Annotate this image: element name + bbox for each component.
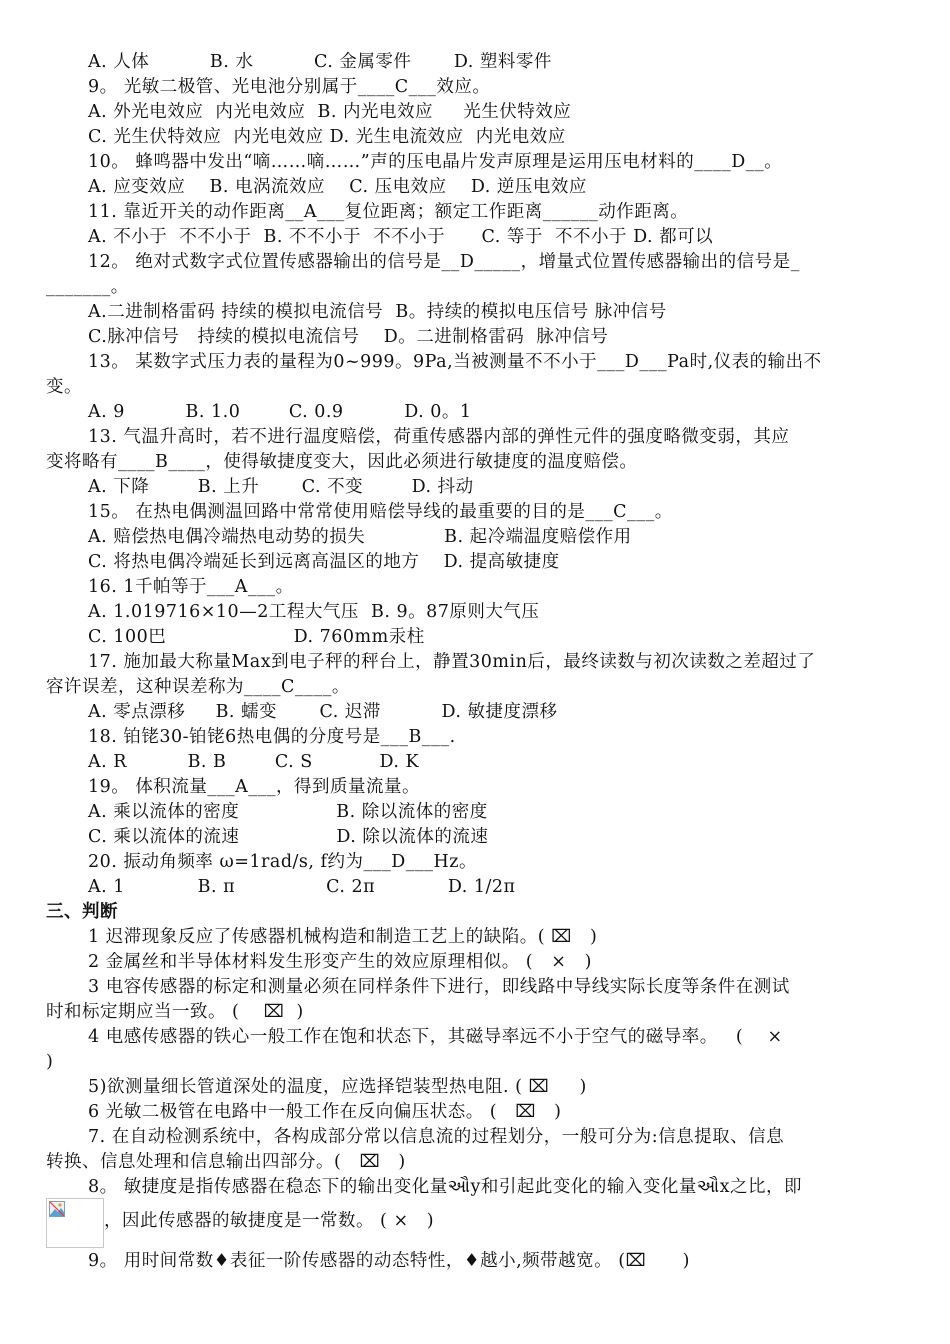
text-line: A. 不小于 不不小于 B. 不不小于 不不小于 C. 等于 不不小于 D. 都可以 <box>88 227 714 247</box>
judgement-4: 4 电感传感器的铁心一般工作在饱和状态下，其磁导率远不小于空气的磁导率。 ( × <box>88 1027 783 1047</box>
text-line: A. R B. B C. S D. K <box>88 752 420 772</box>
question-19: 19。 体积流量___A___，得到质量流量。 <box>88 777 420 797</box>
text-line: 容许误差，这种误差称为____C____。 <box>46 677 350 697</box>
question-9: 9。 光敏二极管、光电池分别属于____C___效应。 <box>88 77 491 97</box>
text-line: A. 赔偿热电偶冷端热电动势的损失 B. 起冷端温度赔偿作用 <box>88 527 632 547</box>
text-line: C.脉冲信号 持续的模拟电流信号 D。二进制格雷码 脉冲信号 <box>88 327 609 347</box>
judgement-5: 5)欲测量细长管道深处的温度，应选择铠装型热电阻. ( ⌧ ) <box>88 1077 587 1097</box>
text-line: 变将略有____B____，使得敏捷度变大，因此必须进行敏捷度的温度赔偿。 <box>46 452 638 472</box>
text-line: C. 100巴 D. 760mm汞柱 <box>88 627 425 647</box>
question-20: 20. 振动角频率 ω=1rad/s, f约为___D___Hz。 <box>88 852 478 872</box>
text-line: ) <box>46 1052 54 1072</box>
question-17: 17. 施加最大称量Max到电子秤的秤台上，静置30min后，最终读数与初次读数之差超过了 <box>88 652 816 672</box>
question-10: 10。 蜂鸣器中发出“嘀……嘀……”声的压电晶片发声原理是运用压电材料的____D__。 <box>88 152 783 172</box>
judgement-1: 1 迟滞现象反应了传感器机械构造和制造工艺上的缺陷。( ⌧ ) <box>88 927 598 947</box>
question-13b: 13. 气温升高时，若不进行温度赔偿，荷重传感器内部的弹性元件的强度略微变弱，其应 <box>88 427 790 447</box>
image-icon <box>49 1201 65 1217</box>
judgement-3: 3 电容传感器的标定和测量必须在同样条件下进行，即线路中导线实际长度等条件在测试 <box>88 977 790 997</box>
judgement-8: 8。 敏捷度是指传感器在稳态下的输出变化量ઔy和引起此变化的输入变化量ઔx之比，即 <box>88 1177 802 1197</box>
text-line: A. 下降 B. 上升 C. 不变 D. 抖动 <box>88 477 474 497</box>
text-line: A. 外光电效应 内光电效应 B. 内光电效应 光生伏特效应 <box>88 102 572 122</box>
judgement-2: 2 金属丝和半导体材料发生形变产生的效应原理相似。 ( × ) <box>88 952 592 972</box>
text-line: A. 零点漂移 B. 蠕变 C. 迟滞 D. 敏捷度漂移 <box>88 702 558 722</box>
question-18: 18. 铂铑30-铂铑6热电偶的分度号是___B___. <box>88 727 456 747</box>
text-line: A.二进制格雷码 持续的模拟电流信号 B。持续的模拟电压信号 脉冲信号 <box>88 302 667 322</box>
question-13a: 13。 某数字式压力表的量程为0~999。9Pa,当被测量不不小于___D___Pa时,仪表的输出不 <box>88 352 822 372</box>
text-line: C. 乘以流体的流速 D. 除以流体的流速 <box>88 827 489 847</box>
question-16: 16. 1千帕等于___A___。 <box>88 577 294 597</box>
judgement-6: 6 光敏二极管在电路中一般工作在反向偏压状态。 ( ⌧ ) <box>88 1102 562 1122</box>
text-line: 时和标定期应当一致。 ( ⌧ ) <box>46 1002 304 1022</box>
text-line: _______。 <box>46 277 129 297</box>
text-line: A. 人体 B. 水 C. 金属零件 D. 塑料零件 <box>88 52 552 72</box>
question-11: 11. 靠近开关的动作距离__A___复位距离；额定工作距离______动作距离。 <box>88 202 689 222</box>
question-15: 15。 在热电偶测温回路中常常使用赔偿导线的最重要的目的是___C___。 <box>88 502 673 522</box>
text-line: A. 应变效应 B. 电涡流效应 C. 压电效应 D. 逆压电效应 <box>88 177 587 197</box>
text-line: 转换、信息处理和信息输出四部分。( ⌧ ) <box>46 1152 406 1172</box>
question-12: 12。 绝对式数字式位置传感器输出的信号是__D_____，增量式位置传感器输出的信号是_ <box>88 252 800 272</box>
text-line: A. 1 B. π C. 2π D. 1/2π <box>88 877 516 897</box>
text-line: A. 1.019716×10—2工程大气压 B. 9。87原则大气压 <box>88 602 540 622</box>
judgement-9: 9。 用时间常数♦表征一阶传感器的动态特性，♦越小,频带越宽。 (⌧ ) <box>88 1251 690 1271</box>
section-heading-judgement: 三、判断 <box>46 902 118 922</box>
text-line: C. 将热电偶冷端延长到远离高温区的地方 D. 提高敏捷度 <box>88 552 560 572</box>
text-line: C. 光生伏特效应 内光电效应 D. 光生电流效应 内光电效应 <box>88 127 566 147</box>
text-line: ，因此传感器的敏捷度是一常数。 ( × ) <box>104 1211 435 1231</box>
judgement-7: 7. 在自动检测系统中，各构成部分常以信息流的过程划分，一般可分为:信息提取、信息 <box>88 1127 785 1147</box>
text-line: 变。 <box>46 377 82 397</box>
text-line: A. 9 B. 1.0 C. 0.9 D. 0。1 <box>88 402 472 422</box>
broken-image-icon <box>46 1198 104 1248</box>
text-line: A. 乘以流体的密度 B. 除以流体的密度 <box>88 802 488 822</box>
